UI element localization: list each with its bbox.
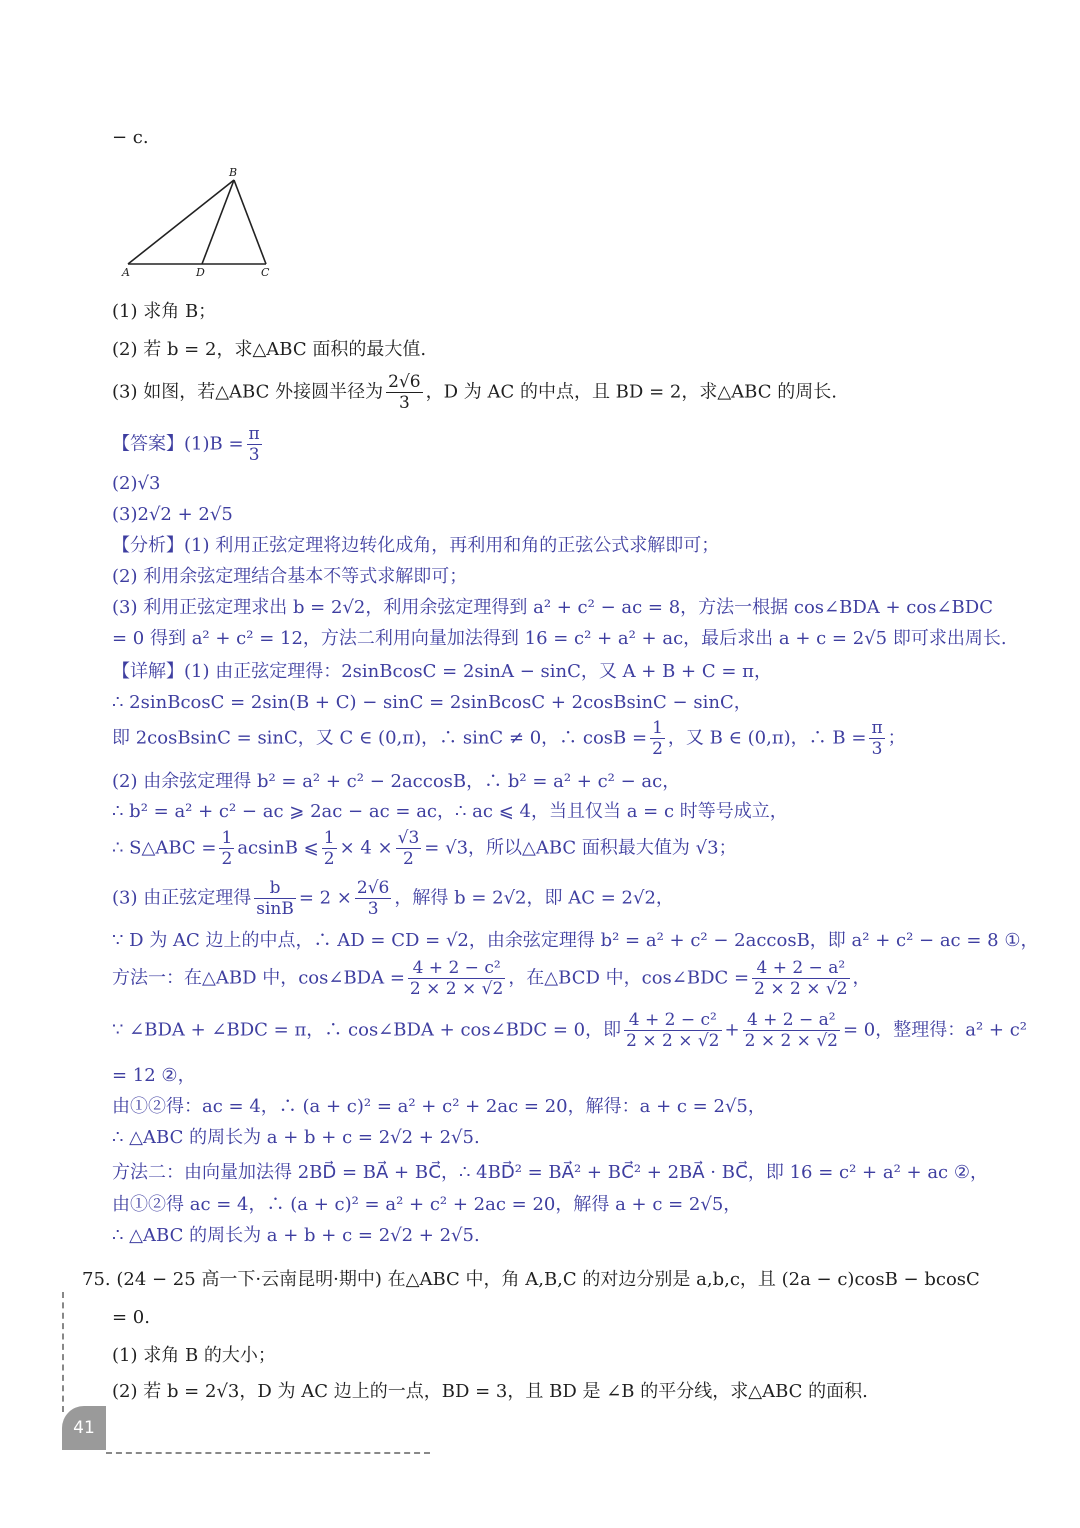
fraction: $\frac{1}{2}$ [323, 828, 335, 869]
detail-line-9: 方法一：在△ABD 中，cos∠BDA = $\frac{\text{4 + 2 − c²}}{2 \times 2 \times √2}$ ，在△BCD 中，cos∠BDC = $\frac{\text{4 + 2 − a²}}{2 \times 2 \times √2}$ ， [112, 958, 871, 999]
label-a: A [122, 266, 130, 279]
answer-line-1: 【答案】(1)B = $\frac{\pi}{3}$ [112, 424, 260, 465]
question-2: (2) 若 b = 2，求△ABC 面积的最大值. [112, 339, 427, 360]
detail-line-12: 由①②得：ac = 4，∴ (a + c)² = a² + c² + 2ac = 20，解得：a + c = 2√5， [112, 1096, 766, 1117]
detail-line-8: ∵ D 为 AC 边上的中点，∴ AD = CD = √2，由余弦定理得 b² = a² + c² − 2accosB，即 a² + c² − ac = 8 ①， [112, 930, 1039, 951]
answer-tag: 【答案】 [112, 433, 184, 455]
triangle-figure [112, 160, 282, 282]
detail-tag: 【详解】 [112, 661, 184, 682]
fraction: $\frac{\pi}{3}$ [871, 718, 883, 759]
label-d: D [196, 266, 205, 279]
problem-75-line-3: (1) 求角 B 的大小； [112, 1345, 276, 1366]
analysis-line-2: (2) 利用余弦定理结合基本不等式求解即可； [112, 566, 468, 587]
question-1: (1) 求角 B； [112, 301, 217, 322]
fraction: $\frac{2√6}{3}$ [356, 878, 390, 919]
detail-line-3: 即 2cosBsinC = sinC，又 C ∈ (0,π)，∴ sinC ≠ 0，∴ cosB = $\frac{1}{2}$ ，又 B ∈ (0,π)，∴ B = $\frac{\pi}{3}$ ； [112, 718, 906, 759]
answer-line-3: (3)2√2 + 2√5 [112, 504, 233, 525]
detail-line-7: (3) 由正弦定理得 $\frac{b}{\sin B}$ = 2 × $\frac{2√6}{3}$ ，解得 b = 2√2，即 AC = 2√2， [112, 878, 674, 919]
detail-line-11: = 12 ②， [112, 1065, 196, 1086]
margin-dashed-line-horizontal [106, 1452, 430, 1454]
fraction: $\frac{1}{2}$ [221, 828, 233, 869]
page-number: 41 [62, 1406, 106, 1450]
detail-line-15: 由①②得 ac = 4，∴ (a + c)² = a² + c² + 2ac = 20，解得 a + c = 2√5， [112, 1194, 742, 1215]
detail-line-2: ∴ 2sinBcosC = 2sin(B + C) − sinC = 2sinBcosC + 2cosBsinC − sinC， [112, 692, 752, 713]
side-bc [234, 180, 266, 264]
problem-75-line-2: = 0. [112, 1307, 150, 1328]
q3-text: (3) 如图，若△ABC 外接圆半径为 [112, 381, 384, 403]
label-c: C [261, 266, 270, 279]
detail-line-13: ∴ △ABC 的周长为 a + b + c = 2√2 + 2√5. [112, 1127, 480, 1148]
fraction: $\frac{\text{4 + 2 − c²}}{2 \times 2 \times √2}$ [626, 1010, 720, 1051]
answer-line-2: (2)√3 [112, 473, 161, 494]
fraction: $\frac{b}{\sin B}$ [256, 878, 294, 919]
fraction: $\frac{\pi}{3}$ [248, 424, 260, 465]
fraction: $\frac{1}{2}$ [652, 718, 663, 759]
fraction: $\frac{\text{4 + 2 − c²}}{2 \times 2 \times √2}$ [409, 958, 504, 999]
problem-75-line-1: 75. (24 − 25 高一下·云南昆明·期中) 在△ABC 中，角 A,B,C 的对边分别是 a,b,c，且 (2a − c)cosB − bcosC [82, 1269, 980, 1290]
detail-line-4: (2) 由余弦定理得 b² = a² + c² − 2accosB，∴ b² = a² + c² − ac， [112, 771, 681, 792]
detail-line-14: 方法二：由向量加法得 2BD⃗ = BA⃗ + BC⃗，∴ 4BD⃗² = BA⃗² + BC⃗² + 2BA⃗ · BC⃗，即 16 = c² + a² + ac ②， [112, 1162, 988, 1183]
margin-dashed-line-vertical [62, 1292, 64, 1412]
problem-75-line-4: (2) 若 b = 2√3，D 为 AC 边上的一点，BD = 3，且 BD 是 ∠B 的平分线，求△ABC 的面积. [112, 1381, 868, 1402]
analysis-line-3: (3) 利用正弦定理求出 b = 2√2，利用余弦定理得到 a² + c² − ac = 8，方法一根据 cos∠BDA + cos∠BDC [112, 597, 993, 618]
analysis-tag: 【分析】 [112, 535, 184, 556]
fraction: $\frac{\text{4 + 2 − a²}}{2 \times 2 \times √2}$ [744, 1010, 838, 1051]
detail-line-5: ∴ b² = a² + c² − ac ⩾ 2ac − ac = ac，∴ ac ⩽ 4，当且仅当 a = c 时等号成立， [112, 801, 788, 822]
label-b: B [229, 166, 238, 179]
q3-text-end: ，D 为 AC 的中点，且 BD = 2，求△ABC 的周长. [425, 381, 837, 403]
fraction: $\frac{√3}{2}$ [397, 828, 420, 869]
previous-tail: − c. [112, 127, 149, 148]
analysis-line-1: 【分析】(1) 利用正弦定理将边转化成角，再利用和角的正弦公式求解即可； [112, 535, 720, 556]
fraction: $\frac{2√6}{3}$ [388, 372, 421, 413]
analysis-line-4: = 0 得到 a² + c² = 12，方法二利用向量加法得到 16 = c² + a² + ac，最后求出 a + c = 2√5 即可求出周长. [112, 628, 1007, 649]
question-3 [112, 372, 837, 413]
detail-line-1: 【详解】(1) 由正弦定理得：2sinBcosC = 2sinA − sinC，又 A + B + C = π， [112, 661, 772, 682]
detail-line-10: ∵ ∠BDA + ∠BDC = π，∴ cos∠BDA + cos∠BDC = 0，即 $\frac{\text{4 + 2 − c²}}{2 \times 2 \times √2}$ + $\frac{\text{4 + 2 − a²}}{2 \times 2 \times √2}$ = 0，整理得：a² + c² [112, 1010, 1028, 1051]
detail-line-6: ∴ S△ABC = $\frac{1}{2}$ acsinB ⩽ $\frac{1}{2}$ × 4 × $\frac{√3}{2}$ = √3，所以△ABC 面积最大值为 √3； [112, 828, 737, 869]
fraction: $\frac{\text{4 + 2 − a²}}{2 \times 2 \times √2}$ [754, 958, 848, 999]
detail-line-16: ∴ △ABC 的周长为 a + b + c = 2√2 + 2√5. [112, 1225, 480, 1246]
